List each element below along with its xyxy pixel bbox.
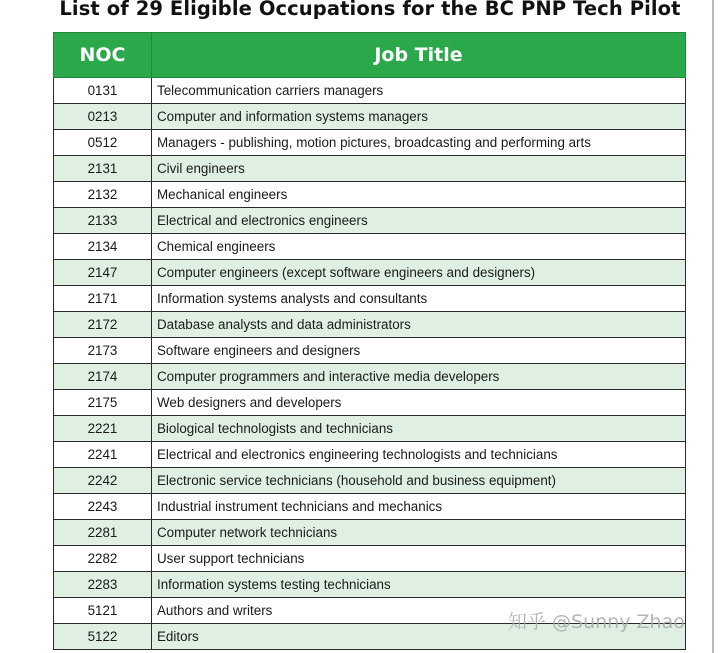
job-title-cell: Electronic service technicians (household and business equipment)	[152, 468, 686, 494]
noc-cell: 2132	[54, 182, 152, 208]
page-edge-divider	[712, 0, 714, 653]
table-row	[54, 468, 686, 494]
noc-cell: 0512	[54, 130, 152, 156]
job-title-cell: Software engineers and designers	[152, 338, 686, 364]
job-title-cell: Computer network technicians	[152, 520, 686, 546]
job-title-cell: Mechanical engineers	[152, 182, 686, 208]
job-title-cell: Chemical engineers	[152, 234, 686, 260]
column-header-job-title: Job Title	[152, 33, 686, 78]
noc-cell: 2242	[54, 468, 152, 494]
noc-cell: 2173	[54, 338, 152, 364]
job-title-cell: Web designers and developers	[152, 390, 686, 416]
noc-cell: 5121	[54, 598, 152, 624]
job-title-cell: Biological technologists and technicians	[152, 416, 686, 442]
noc-cell: 2147	[54, 260, 152, 286]
noc-cell: 2283	[54, 572, 152, 598]
table-row	[54, 260, 686, 286]
table-row	[54, 546, 686, 572]
noc-cell: 0213	[54, 104, 152, 130]
job-title-cell: Industrial instrument technicians and mechanics	[152, 494, 686, 520]
occupations-table	[53, 32, 686, 650]
table-row	[54, 78, 686, 104]
table-row	[54, 572, 686, 598]
watermark: 知乎 @Sunny Zhao	[508, 611, 685, 633]
column-header-noc: NOC	[54, 33, 152, 78]
table-header-row	[54, 33, 686, 78]
noc-cell: 2171	[54, 286, 152, 312]
job-title-cell: Editors	[152, 624, 686, 650]
table-row	[54, 208, 686, 234]
noc-cell: 2281	[54, 520, 152, 546]
noc-cell: 2241	[54, 442, 152, 468]
job-title-cell: Telecommunication carriers managers	[152, 78, 686, 104]
table-row	[54, 442, 686, 468]
table-row	[54, 156, 686, 182]
job-title-cell: User support technicians	[152, 546, 686, 572]
job-title-cell: Computer engineers (except software engineers and designers)	[152, 260, 686, 286]
table-row	[54, 520, 686, 546]
job-title-cell: Information systems testing technicians	[152, 572, 686, 598]
noc-cell: 2134	[54, 234, 152, 260]
noc-cell: 0131	[54, 78, 152, 104]
noc-cell: 2133	[54, 208, 152, 234]
table-body	[54, 78, 686, 650]
job-title-cell: Authors and writers	[152, 598, 686, 624]
table-row	[54, 416, 686, 442]
noc-cell: 2221	[54, 416, 152, 442]
table-row	[54, 286, 686, 312]
table-row	[54, 182, 686, 208]
table-row	[54, 130, 686, 156]
noc-cell: 2172	[54, 312, 152, 338]
job-title-cell: Civil engineers	[152, 156, 686, 182]
noc-cell: 2282	[54, 546, 152, 572]
table-row	[54, 104, 686, 130]
noc-cell: 2243	[54, 494, 152, 520]
table-row	[54, 338, 686, 364]
table-row	[54, 312, 686, 338]
job-title-cell: Computer programmers and interactive media developers	[152, 364, 686, 390]
table-row	[54, 390, 686, 416]
noc-cell: 2175	[54, 390, 152, 416]
table-row	[54, 364, 686, 390]
job-title-cell: Electrical and electronics engineering technologists and technicians	[152, 442, 686, 468]
job-title-cell: Managers - publishing, motion pictures, broadcasting and performing arts	[152, 130, 686, 156]
noc-cell: 2174	[54, 364, 152, 390]
page-title: List of 29 Eligible Occupations for the BC PNP Tech Pilot	[59, 0, 681, 20]
table-row	[54, 234, 686, 260]
job-title-cell: Computer and information systems managers	[152, 104, 686, 130]
job-title-cell: Information systems analysts and consultants	[152, 286, 686, 312]
noc-cell: 5122	[54, 624, 152, 650]
noc-cell: 2131	[54, 156, 152, 182]
table-row	[54, 494, 686, 520]
job-title-cell: Electrical and electronics engineers	[152, 208, 686, 234]
job-title-cell: Database analysts and data administrators	[152, 312, 686, 338]
